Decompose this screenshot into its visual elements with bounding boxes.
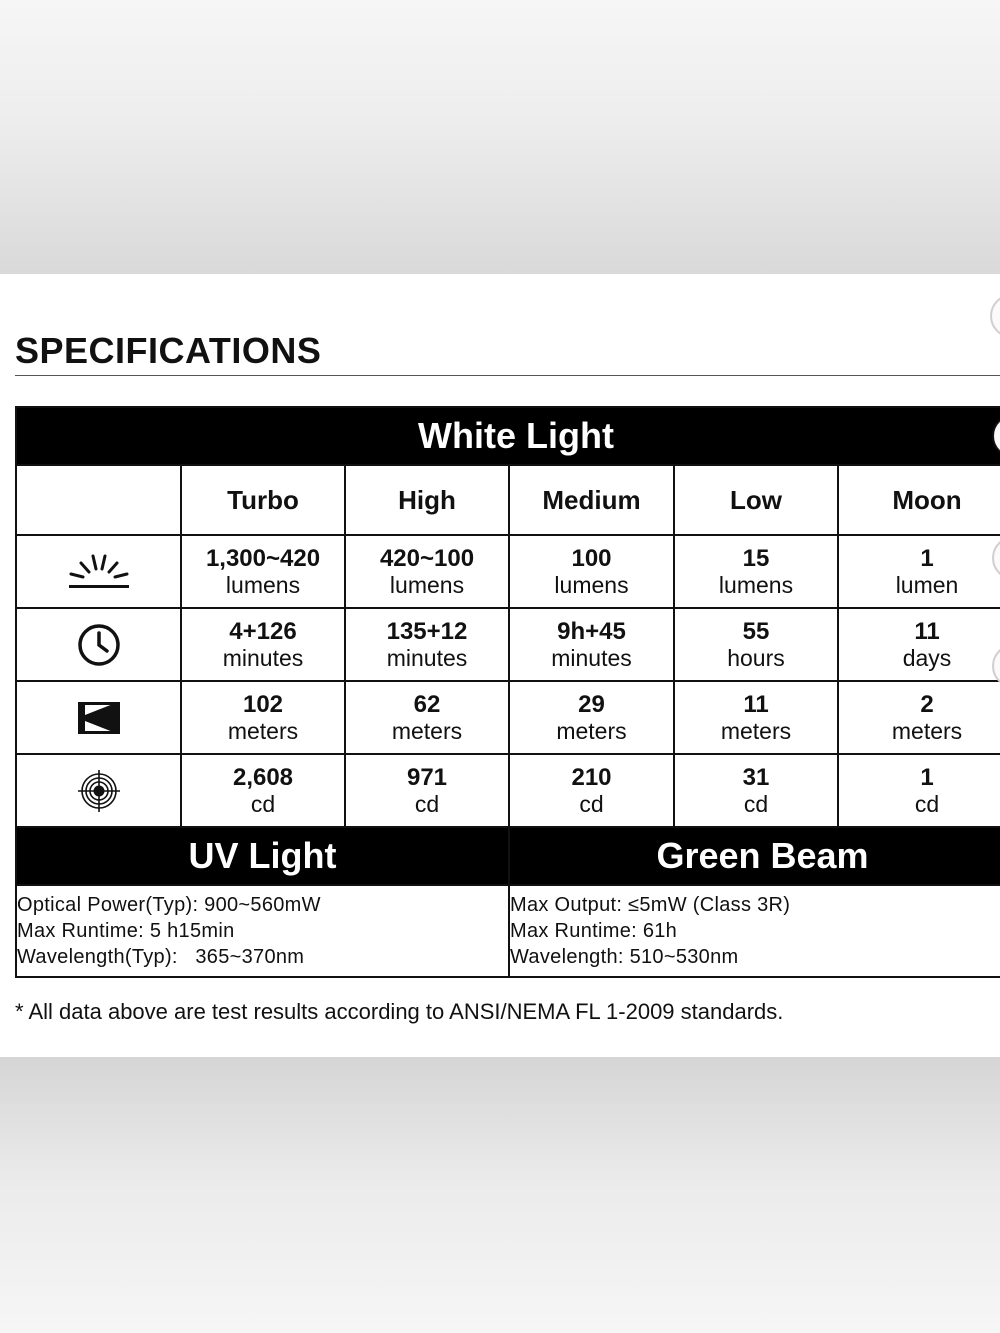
distance-low: 11 meters <box>674 681 838 754</box>
output-low: 15 lumens <box>674 535 838 608</box>
output-icon-cell <box>16 535 181 608</box>
green-max-runtime: Max Runtime: 61h <box>510 920 678 942</box>
intensity-high: 971 cd <box>345 754 509 827</box>
distance-icon-cell <box>16 681 181 754</box>
clock-icon <box>76 622 122 668</box>
intensity-medium: 210 cd <box>509 754 674 827</box>
mode-low: Low <box>674 465 838 535</box>
green-beam-info <box>509 885 1000 977</box>
mode-moon: Moon <box>838 465 1000 535</box>
runtime-low: 55 hours <box>674 608 838 681</box>
runtime-moon: 11 days <box>838 608 1000 681</box>
output-moon: 1 lumen <box>838 535 1000 608</box>
uv-optical-power: Optical Power(Typ): 900~560mW <box>17 894 321 916</box>
runtime-row <box>16 608 1000 681</box>
intensity-icon-cell <box>16 754 181 827</box>
distance-turbo: 102 meters <box>181 681 345 754</box>
mode-medium: Medium <box>509 465 674 535</box>
green-max-output: Max Output: ≤5mW (Class 3R) <box>510 894 791 916</box>
distance-row <box>16 681 1000 754</box>
beam-distance-icon <box>77 701 121 735</box>
uv-max-runtime: Max Runtime: 5 h15min <box>17 920 235 942</box>
uv-light-heading: UV Light <box>16 827 509 885</box>
intensity-moon: 1 cd <box>838 754 1000 827</box>
spec-table <box>15 406 1000 978</box>
output-high: 420~100 lumens <box>345 535 509 608</box>
target-intensity-icon <box>76 768 122 814</box>
brightness-rays-icon <box>67 552 131 592</box>
intensity-turbo: 2,608 cd <box>181 754 345 827</box>
runtime-turbo: 4+126 minutes <box>181 608 345 681</box>
runtime-high: 135+12 minutes <box>345 608 509 681</box>
uv-green-header-row <box>16 827 1000 885</box>
edge-nav-dot[interactable] <box>990 294 1000 338</box>
title-divider <box>15 375 1000 376</box>
green-beam-heading: Green Beam <box>509 827 1000 885</box>
output-turbo: 1,300~420 lumens <box>181 535 345 608</box>
distance-medium: 29 meters <box>509 681 674 754</box>
output-medium: 100 lumens <box>509 535 674 608</box>
green-wavelength: Wavelength: 510~530nm <box>510 946 739 968</box>
intensity-row <box>16 754 1000 827</box>
intensity-low: 31 cd <box>674 754 838 827</box>
output-row <box>16 535 1000 608</box>
background-top <box>0 0 1000 274</box>
background-bottom <box>0 1057 1000 1333</box>
mode-turbo: Turbo <box>181 465 345 535</box>
mode-high: High <box>345 465 509 535</box>
runtime-icon-cell <box>16 608 181 681</box>
white-light-header-row <box>16 407 1000 465</box>
corner-cell <box>16 465 181 535</box>
runtime-medium: 9h+45 minutes <box>509 608 674 681</box>
uv-light-info <box>16 885 509 977</box>
uv-green-info-row <box>16 885 1000 977</box>
distance-moon: 2 meters <box>838 681 1000 754</box>
mode-row <box>16 465 1000 535</box>
page-title: SPECIFICATIONS <box>15 330 322 371</box>
uv-wavelength: Wavelength(Typ): 365~370nm <box>17 946 305 968</box>
distance-high: 62 meters <box>345 681 509 754</box>
white-light-heading: White Light <box>16 407 1000 465</box>
spec-card <box>0 274 1000 1057</box>
footnote: * All data above are test results according to ANSI/NEMA FL 1-2009 standards. <box>15 999 784 1024</box>
